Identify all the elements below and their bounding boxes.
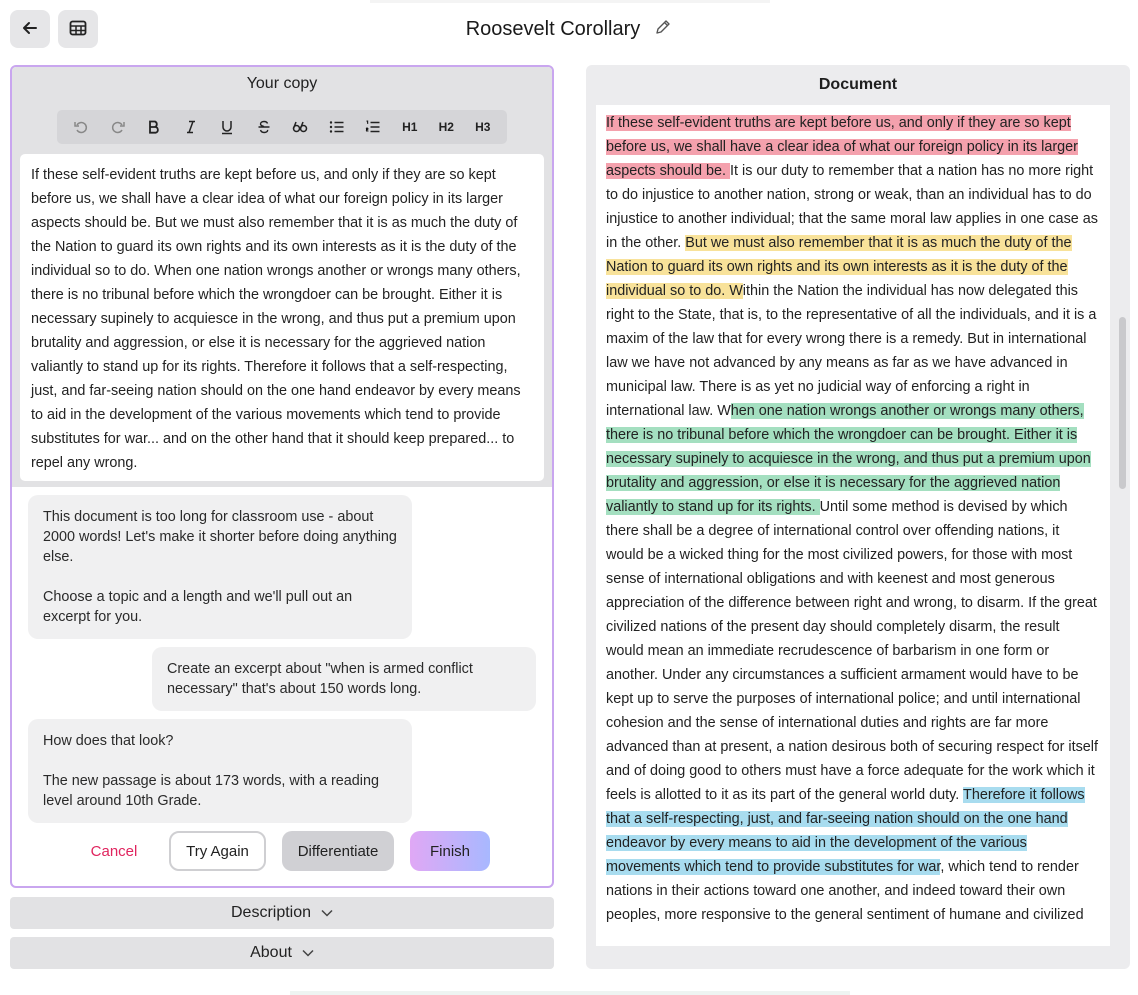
- text-segment: Until some method is devised by which there shall be a degree of international control over offending nations, it would be a wicked thing for the most civilized powers, for those with most sense of international obligations and with keenest and most generous appreciation of the difference between right and wrong, to disarm. If the great civilized nations of the present day should completely disarm, the result would mean an immediate recrudescence of barbarism in one form or another. Under any circumstances a sufficient armament would have to be kept up to serve the purposes of international police; and until international cohesion and the sense of international duties and rights are far more advanced than at present, a nation desirous both of securing respect for itself and of doing good to others must have a force adequate for the work which it feels is allotted to it as its part of the general world duty.: [606, 499, 1098, 803]
- title-bar: [0, 18, 1138, 41]
- page-title: Roosevelt Corollary: [465, 18, 641, 40]
- undo-icon[interactable]: [67, 113, 95, 141]
- editor-textarea[interactable]: If these self-evident truths are kept before us, and only if they are so kept before us, we shall have a clear idea of what our foreign policy in its larger aspects should be. But we must also remember that it is as much the duty of the Nation to guard its own rights and its own interests as it is the duty of the individual so to do. When one nation wrongs another or wrongs many others, there is no tribunal before which the wrongdoer can be brought. Either it is necessary supinely to acquiesce in the wrong, and thus put a premium upon brutality and aggression, or else it is necessary for the aggrieved nation valiantly to stand up for its rights. Therefore it follows that a self-respecting, just, and far-seeing nation should on the one hand endeavor by every means to aid in the development of the various movements which tend to provide substitutes for war... and on the other hand that it should keep prepared... to repel any wrong.: [20, 154, 544, 481]
- document-title: Document: [818, 76, 898, 93]
- pencil-icon[interactable]: [654, 18, 672, 36]
- text-segment: , which tend to render nations in their actions toward one another, and indeed toward their own peoples, more responsive to the general sentiment of humane and civilized: [606, 859, 1084, 923]
- highlight-segment: hen one nation wrongs another or wrongs many others, there is no tribunal before which the wrongdoer can be brought. Either it is necessary supinely to acquiesce in the wrong, and thus put a premium upon brutality and aggression, or else it is necessary for the aggrieved nation valiantly to stand up for its rights.: [606, 403, 1091, 515]
- text-segment: ithin the Nation the individual has now delegated this right to the State, that is, to the representative of all the individuals, and it is a maxim of the law that for every wrong there is a remedy. But in international law we have not advanced by any means as far as we have advanced in municipal law. There is as yet no judicial way of enforcing a right in international law. W: [606, 283, 1097, 419]
- highlight-segment: If these self-evident truths are kept before us, and only if they are so kept before us, we shall have a clear idea of what our foreign policy in its larger aspects should be.: [606, 115, 1078, 179]
- copy-area: [12, 67, 552, 487]
- underline-icon[interactable]: [213, 113, 241, 141]
- strikethrough-icon[interactable]: [250, 113, 278, 141]
- your-copy-label: Your copy: [246, 75, 318, 92]
- bullet-list-icon[interactable]: [323, 113, 351, 141]
- document-text[interactable]: [596, 105, 1110, 946]
- action-bar: [12, 831, 552, 871]
- bold-icon[interactable]: [140, 113, 168, 141]
- try-again-button[interactable]: Try Again: [169, 831, 266, 871]
- italic-icon[interactable]: [177, 113, 205, 141]
- heading-3-button[interactable]: H3: [475, 120, 491, 134]
- heading-1-button[interactable]: H1: [402, 120, 418, 134]
- quote-icon[interactable]: [286, 113, 314, 141]
- document-scrollbar[interactable]: [1118, 105, 1126, 946]
- assistant-message: How does that look? The new passage is about 173 words, with a reading level around 10th Grade.: [28, 719, 412, 823]
- differentiate-button[interactable]: Differentiate: [282, 831, 394, 871]
- numbered-list-icon[interactable]: [359, 113, 387, 141]
- heading-2-button[interactable]: H2: [438, 120, 454, 134]
- highlight-segment: But we must also remember that it is as much the duty of the Nation to guard its own rights and its own interests as it is the duty of the individual so to do. W: [606, 235, 1072, 299]
- top-edge-decoration: [370, 0, 770, 3]
- assistant-message: This document is too long for classroom use - about 2000 words! Let's make it shorter before doing anything else. Choose a topic and a length and we'll pull out an excerpt for you.: [28, 495, 412, 639]
- finish-button[interactable]: Finish: [410, 831, 490, 871]
- about-label: About: [250, 944, 292, 961]
- editor-panel: [10, 65, 554, 888]
- formatting-toolbar: [57, 110, 507, 144]
- description-toggle[interactable]: [10, 897, 554, 929]
- document-scroll-thumb[interactable]: [1119, 317, 1126, 489]
- text-segment: It is our duty to remember that a nation has no more right to do injustice to another nation, strong or weak, than an individual has to do injustice to another individual; that the same moral law applies in one case as in the other.: [606, 163, 1098, 251]
- cancel-button[interactable]: Cancel: [90, 842, 138, 860]
- highlight-segment: Therefore it follows that a self-respecting, just, and far-seeing nation should on the one hand endeavor by every means to aid in the development of the various movements which tend to provide substitutes for war: [606, 787, 1085, 875]
- about-toggle[interactable]: [10, 937, 554, 969]
- redo-icon[interactable]: [104, 113, 132, 141]
- description-label: Description: [230, 904, 312, 921]
- user-message: Create an excerpt about "when is armed conflict necessary" that's about 150 words long.: [152, 647, 536, 711]
- bottom-edge-decoration: [290, 991, 850, 995]
- chevron-down-icon: [302, 949, 314, 957]
- chevron-down-icon: [321, 909, 333, 917]
- document-panel: [586, 65, 1130, 969]
